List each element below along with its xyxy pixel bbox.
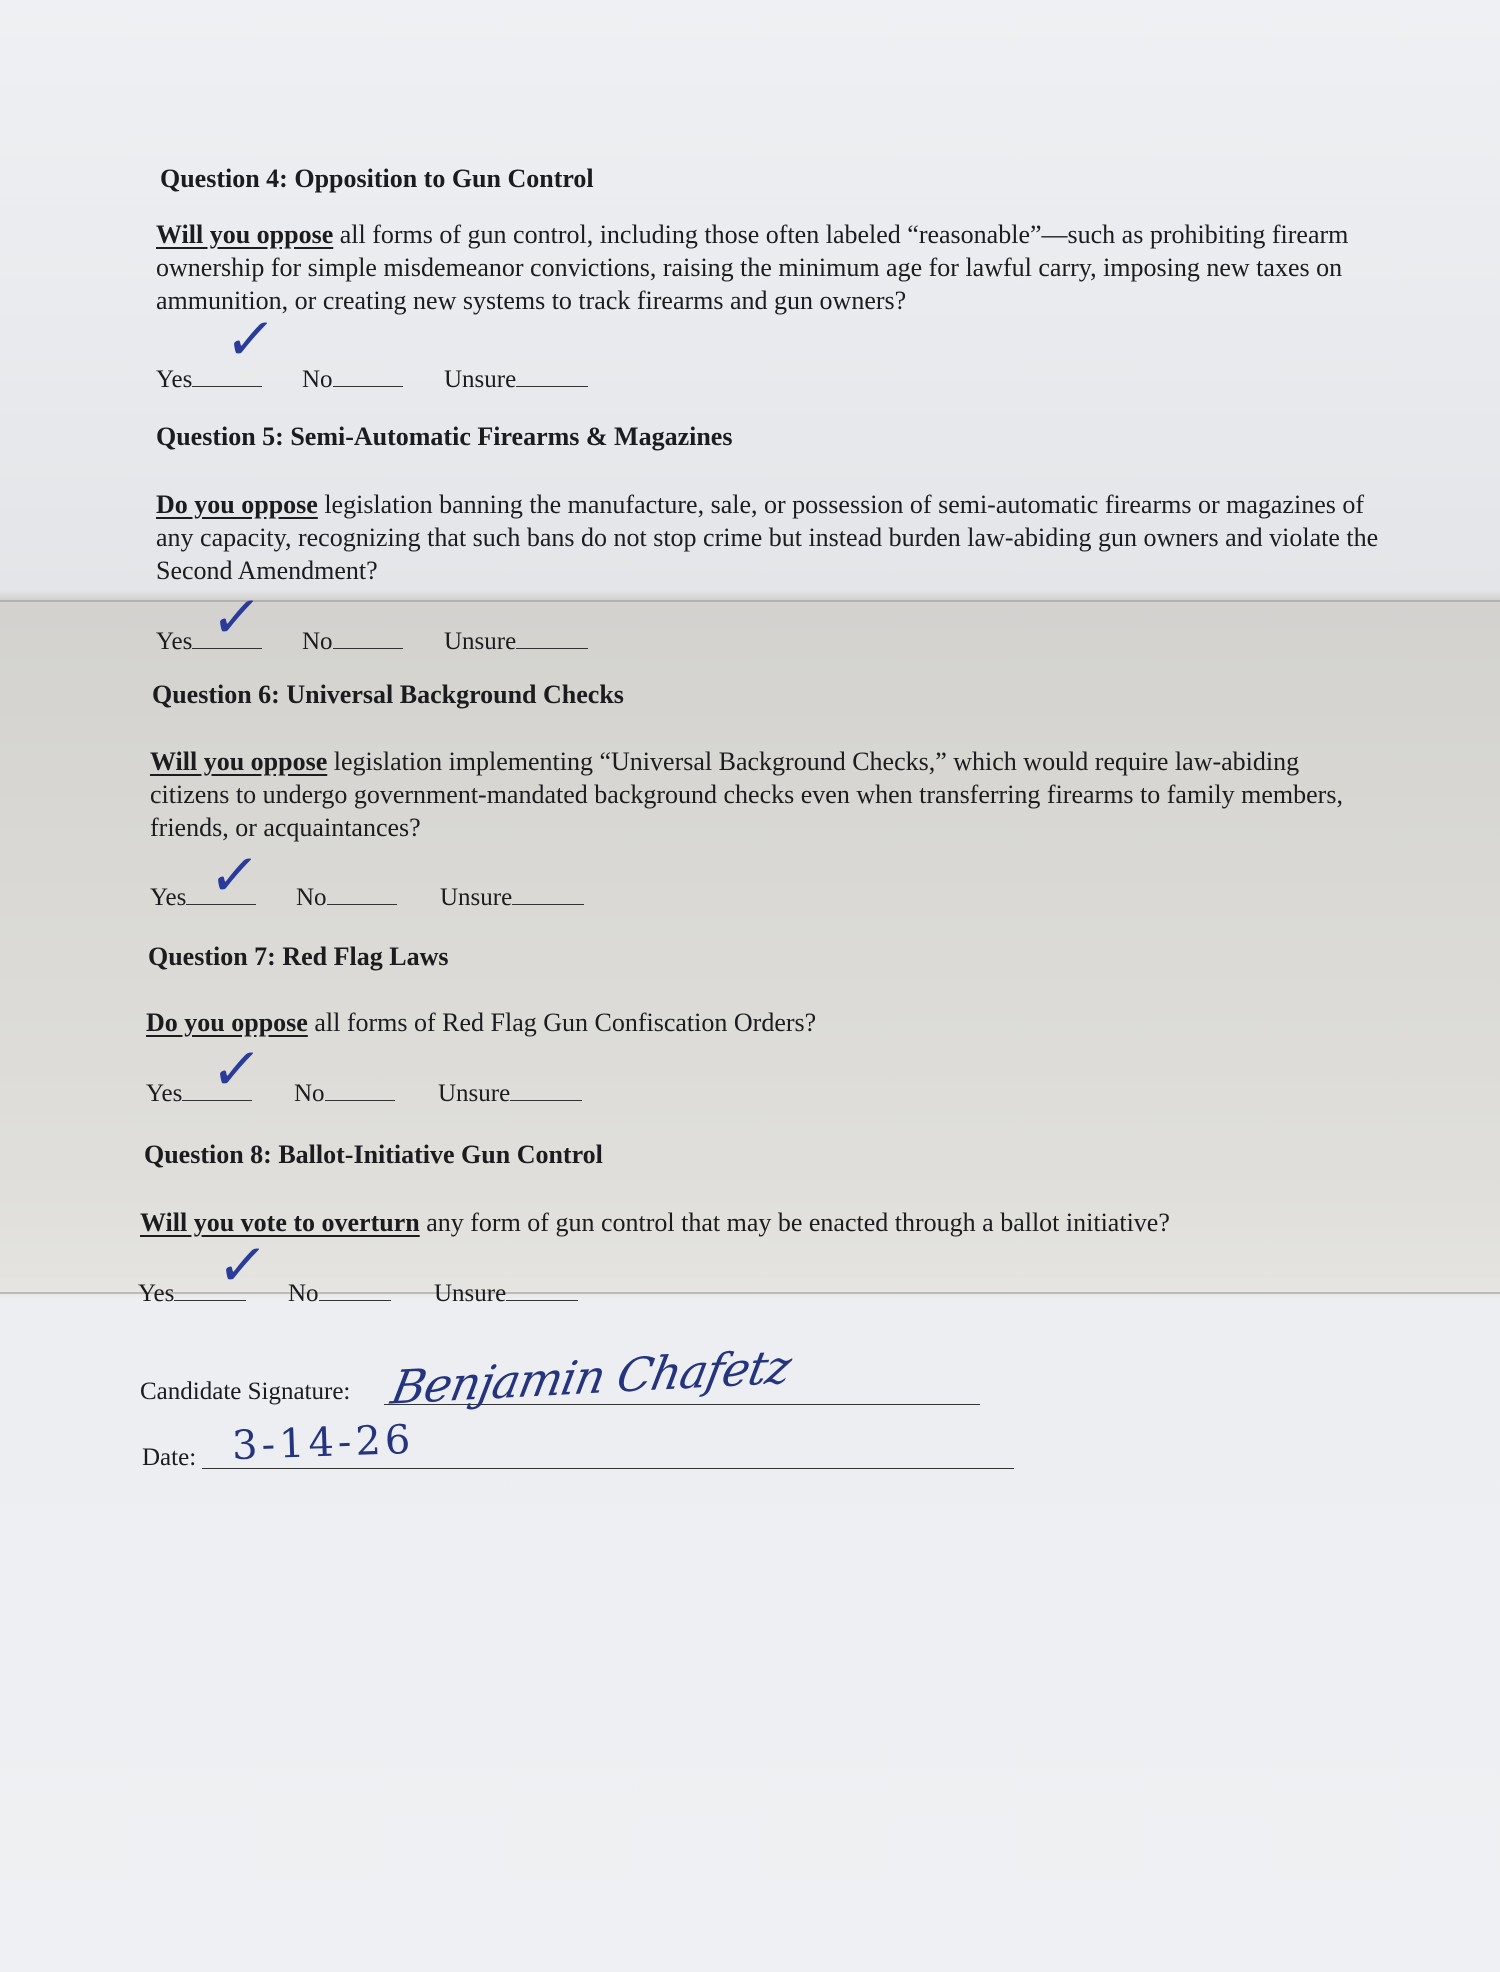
question-8-no-option[interactable]: No — [288, 1274, 391, 1308]
question-6-no-option[interactable]: No — [296, 878, 397, 912]
question-4-text — [156, 218, 1386, 317]
question-6-body: legislation implementing “Universal Background Checks,” which would require law-abiding citizens to undergo government-mandated background checks even when transferring firearms to family members, friends, or acquaintances? — [150, 747, 1343, 842]
question-6-lead: Will you oppose — [150, 747, 328, 776]
date-handwriting: 3-14-26 — [231, 1416, 416, 1470]
question-8-lead: Will you vote to overturn — [140, 1208, 420, 1237]
question-5-unsure-option[interactable]: Unsure — [444, 622, 588, 656]
question-5-title: Question 5: Semi-Automatic Firearms & Magazines — [156, 422, 733, 451]
question-6-text — [150, 745, 1380, 844]
question-8-body: any form of gun control that may be enacted through a ballot initiative? — [419, 1208, 1170, 1237]
question-4-yes-option[interactable]: Yes — [156, 360, 262, 394]
signature-row — [140, 1378, 350, 1406]
question-5-yes-option[interactable]: Yes — [156, 622, 262, 656]
question-4-title: Question 4: Opposition to Gun Control — [160, 164, 594, 193]
date-row — [142, 1444, 196, 1472]
question-7-unsure-option[interactable]: Unsure — [438, 1074, 582, 1108]
question-8-yes-option[interactable]: Yes — [138, 1274, 246, 1308]
signature-label: Candidate Signature: — [140, 1378, 351, 1405]
question-7-no-option[interactable]: No — [294, 1074, 395, 1108]
question-7-body: all forms of Red Flag Gun Confiscation Orders? — [307, 1008, 817, 1037]
question-8-title: Question 8: Ballot-Initiative Gun Control — [144, 1140, 603, 1169]
question-4-lead: Will you oppose — [156, 220, 334, 249]
question-8-check-mark-icon: ✓ — [213, 1231, 272, 1299]
date-label: Date: — [142, 1444, 197, 1471]
question-5-body: legislation banning the manufacture, sale, or possession of semi-automatic firearms or magazines of any capacity, recognizing that such bans do not stop crime but instead burden law-abiding gun owners and violate the Second Amendment? — [156, 490, 1379, 585]
question-4-check-mark-icon: ✓ — [221, 305, 280, 373]
question-5-no-option[interactable]: No — [302, 622, 403, 656]
signature-handwriting: Benjamin Chafetz — [386, 1339, 796, 1415]
question-5-lead: Do you oppose — [156, 490, 318, 519]
question-7-yes-option[interactable]: Yes — [146, 1074, 252, 1108]
question-7-check-mark-icon: ✓ — [207, 1035, 266, 1103]
question-8-unsure-option[interactable]: Unsure — [434, 1274, 578, 1308]
question-6-title: Question 6: Universal Background Checks — [152, 680, 624, 709]
question-4-unsure-option[interactable]: Unsure — [444, 360, 588, 394]
question-5-text — [156, 488, 1386, 587]
question-6-check-mark-icon: ✓ — [205, 841, 264, 909]
question-8-text — [140, 1206, 1370, 1239]
question-5-check-mark-icon: ✓ — [207, 583, 266, 651]
question-7-lead: Do you oppose — [146, 1008, 308, 1037]
question-7-title: Question 7: Red Flag Laws — [148, 942, 449, 971]
question-6-unsure-option[interactable]: Unsure — [440, 878, 584, 912]
question-4-body: all forms of gun control, including those often labeled “reasonable”—such as prohibiting firearm ownership for simple misdemeanor convictions, raising the minimum age for lawful carry, imposing new taxes on ammunition, or creating new systems to track firearms and gun owners? — [156, 220, 1349, 315]
question-6-yes-option[interactable]: Yes — [150, 878, 256, 912]
date-line[interactable] — [202, 1468, 1014, 1469]
question-4-no-option[interactable]: No — [302, 360, 403, 394]
question-7-text — [146, 1006, 1376, 1039]
